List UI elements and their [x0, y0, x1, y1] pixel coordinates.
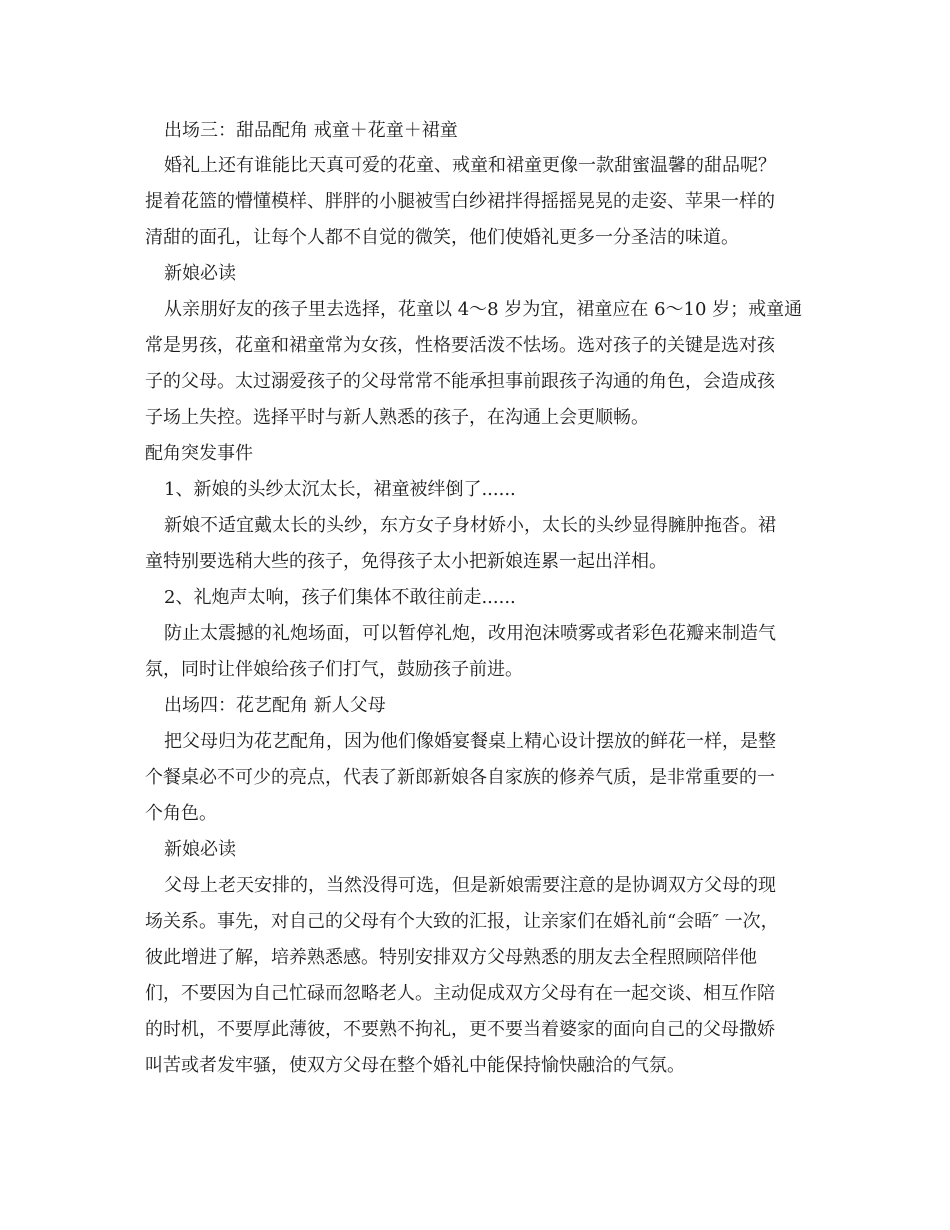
paragraph-line: 婚礼上还有谁能比天真可爱的花童、戒童和裙童更像一款甜蜜温馨的甜品呢？	[164, 155, 776, 176]
paragraph-line: 叫苦或者发牢骚，使双方父母在整个婚礼中能保持愉快融洽的气氛。	[145, 1055, 685, 1076]
paragraph-line: 童特别要选稍大些的孩子，免得孩子太小把新娘连累一起出洋相。	[145, 551, 667, 572]
section-heading-4: 出场四：花艺配角 新人父母	[164, 695, 386, 716]
paragraph-line: 氛，同时让伴娘给孩子们打气，鼓励孩子前进。	[145, 659, 523, 680]
paragraph-line: 清甜的面孔，让每个人都不自觉的微笑，他们使婚礼更多一分圣洁的味道。	[145, 227, 739, 248]
paragraph-line: 新娘不适宜戴太长的头纱，东方女子身材娇小，太长的头纱显得臃肿拖沓。裙	[164, 515, 776, 536]
paragraph-line: 子场上失控。选择平时与新人熟悉的孩子，在沟通上会更顺畅。	[145, 407, 649, 428]
paragraph-line: 的时机，不要厚此薄彼，不要熟不拘礼，更不要当着婆家的面向自己的父母撒娇	[145, 1019, 775, 1040]
paragraph-line: 提着花篮的懵懂模样、胖胖的小腿被雪白纱裙拌得摇摇晃晃的走姿、苹果一样的	[145, 191, 775, 212]
paragraph-line: 个餐桌必不可少的亮点，代表了新郎新娘各自家族的修养气质，是非常重要的一	[145, 767, 775, 788]
incident-2-title: 2、礼炮声太响，孩子们集体不敢往前走......	[164, 587, 516, 608]
paragraph-line: 场关系。事先，对自己的父母有个大致的汇报，让亲家们在婚礼前“会晤″ 一次，	[145, 911, 779, 932]
paragraph-line: 彼此增进了解，培养熟悉感。特别安排双方父母熟悉的朋友去全程照顾陪伴他	[145, 947, 757, 968]
paragraph-line: 们，不要因为自己忙碌而忽略老人。主动促成双方父母有在一起交谈、相互作陪	[145, 983, 775, 1004]
section-heading-3: 出场三：甜品配角 戒童＋花童＋裙童	[164, 120, 458, 141]
incident-1-title: 1、新娘的头纱太沉太长，裙童被绊倒了......	[164, 479, 516, 500]
subheading-bride-must-read: 新娘必读	[164, 839, 236, 860]
subheading-bride-must-read: 新娘必读	[164, 263, 236, 284]
section-heading-incidents: 配角突发事件	[145, 443, 253, 464]
paragraph-line: 个角色。	[145, 803, 217, 824]
paragraph-line: 防止太震撼的礼炮场面，可以暂停礼炮，改用泡沫喷雾或者彩色花瓣来制造气	[164, 623, 776, 644]
paragraph-line: 从亲朋好友的孩子里去选择，花童以 4～8 岁为宜，裙童应在 6～10 岁；戒童通	[164, 299, 803, 320]
paragraph-line: 父母上老天安排的，当然没得可选，但是新娘需要注意的是协调双方父母的现	[164, 875, 776, 896]
paragraph-line: 子的父母。太过溺爱孩子的父母常常不能承担事前跟孩子沟通的角色，会造成孩	[145, 371, 775, 392]
paragraph-line: 常是男孩，花童和裙童常为女孩，性格要活泼不怯场。选对孩子的关键是选对孩	[145, 335, 775, 356]
paragraph-line: 把父母归为花艺配角，因为他们像婚宴餐桌上精心设计摆放的鲜花一样，是整	[164, 731, 776, 752]
